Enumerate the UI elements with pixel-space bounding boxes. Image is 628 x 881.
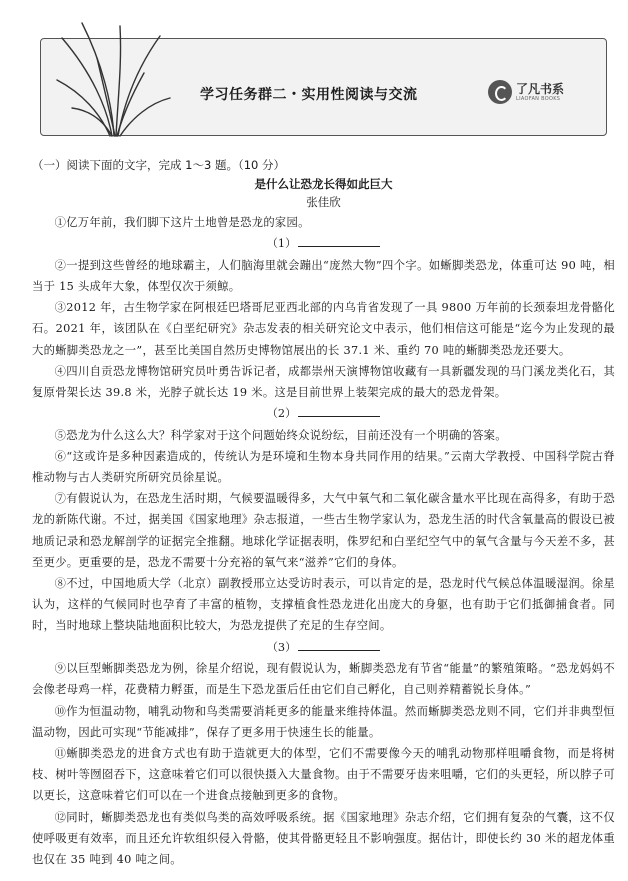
paragraph: ⑫同时，蜥脚类恐龙也有类似鸟类的高效呼吸系统。据《国家地理》杂志介绍，它们拥有复杂的气囊，这不仅使呼吸更有效率，而且还允许软组织侵入骨骼，使其骨骼更轻且不影响强度。据估计，即使长约 30 米的超龙体重也仅在 35 吨到 40 吨之间。 bbox=[32, 810, 615, 866]
logo-name: 了凡书系 bbox=[516, 81, 565, 96]
fill-in-blank-2 bbox=[32, 403, 615, 425]
article-author: 张佳欣 bbox=[306, 195, 341, 209]
blank-line bbox=[298, 404, 380, 417]
logo-subtitle: LIAOFAN BOOKS bbox=[516, 95, 561, 102]
fill-in-blank-3 bbox=[32, 637, 615, 659]
blank-line bbox=[298, 234, 380, 247]
paragraph: ②一提到这些曾经的地球霸主，人们脑海里就会蹦出“庞然大物”四个字。如蜥脚类恐龙，体重可达 90 吨，相当于 15 头成年大象，体型仅次于须鲸。 bbox=[32, 258, 615, 293]
blank-number: （2） bbox=[266, 407, 297, 421]
section-intro: （一）阅读下面的文字，完成 1～3 题。（10 分） bbox=[32, 158, 285, 172]
paragraph: ⑪蜥脚类恐龙的进食方式也有助于造就更大的体型，它们不需要像今天的哺乳动物那样咀嚼食物，而是将树枝、树叶等囫囵吞下，这意味着它们可以很快摄入大量食物。由于不需要牙齿来咀嚼，它们的头更轻，所以脖子可以更长，这意味着它们可以在一个进食点接触到更多的食物。 bbox=[32, 746, 615, 803]
paragraph: ①亿万年前，我们脚下这片土地曾是恐龙的家园。 bbox=[54, 216, 310, 229]
paragraph: ③2012 年，古生物学家在阿根廷巴塔哥尼亚西北部的内乌肯省发现了一具 9800 万年前的长颈泰坦龙骨骼化石。2021 年，该团队在《白垩纪研究》杂志发表的相关研究论文中表示，他们相信这可能是“迄今为止发现的最大的蜥脚类恐龙之一”，甚至比美国自然历史博物馆展出的长 37.1 米、重约 70 吨的蜥脚类恐龙还要大。 bbox=[32, 301, 615, 357]
article-title: 是什么让恐龙长得如此巨大 bbox=[254, 177, 393, 191]
blank-line bbox=[298, 638, 380, 651]
grass-illustration-icon bbox=[52, 18, 172, 138]
blank-number: （1） bbox=[266, 237, 297, 251]
page-title: 学习任务群二・实用性阅读与交流 bbox=[200, 87, 418, 103]
paragraph: ⑤恐龙为什么这么大？科学家对于这个问题始终众说纷纭，目前还没有一个明确的答案。 bbox=[54, 428, 507, 442]
paragraph: ⑨以巨型蜥脚类恐龙为例，徐星介绍说，现有假说认为，蜥脚类恐龙有节省“能量”的繁殖策略。“恐龙妈妈不会像老母鸡一样，花费精力孵蛋，而是生下恐龙蛋后任由它们自己孵化，自己则养精蓄锐长身体。” bbox=[32, 662, 615, 697]
paragraph: ⑦有假说认为，在恐龙生活时期，气候要温暖得多，大气中氧气和二氧化碳含量水平比现在高得多，有助于恐龙的新陈代谢。不过，据美国《国家地理》杂志报道，一些古生物学家认为，恐龙生活的时代含氧量高的假设已被地质记录和恐龙解剖学的证据完全推翻。地球化学证据表明，侏罗纪和白垩纪空气中的氧气含量与今天差不多，甚至更少。更重要的是，恐龙不需要十分充裕的氧气来“滋养”它们的身体。 bbox=[32, 492, 615, 569]
paragraph: ④四川自贡恐龙博物馆研究员叶勇告诉记者，成都崇州天演博物馆收藏有一具新疆发现的马门溪龙类化石，其复原骨架长达 39.8 米，光脖子就长达 19 米。这是目前世界上装架完成的最大的恐龙骨架。 bbox=[32, 364, 615, 399]
publisher-logo bbox=[488, 80, 564, 104]
paragraph: ⑥“这或许是多种因素造成的，传统认为是环境和生物本身共同作用的结果。”云南大学教授、中国科学院古脊椎动物与古人类研究所研究员徐星说。 bbox=[32, 449, 615, 485]
paragraph: ⑧不过，中国地质大学（北京）副教授邢立达受访时表示，可以肯定的是，恐龙时代气候总体温暖湿润。徐星认为，这样的气候同时也孕育了丰富的植物，支撑植食性恐龙进化出庞大的身躯，也有助于它们抵御捕食者。同时，当时地球上整块陆地面积比较大，为恐龙提供了充足的生存空间。 bbox=[32, 577, 615, 633]
article-content bbox=[32, 157, 615, 870]
blank-number: （3） bbox=[266, 640, 297, 654]
logo-icon bbox=[488, 80, 512, 104]
fill-in-blank-1 bbox=[32, 233, 615, 255]
paragraph: ⑩作为恒温动物，哺乳动物和鸟类需要消耗更多的能量来维持体温。然而蜥脚类恐龙则不同，它们并非典型恒温动物，因此可实现“节能减排”，保存了更多用于快速生长的能量。 bbox=[32, 704, 615, 739]
